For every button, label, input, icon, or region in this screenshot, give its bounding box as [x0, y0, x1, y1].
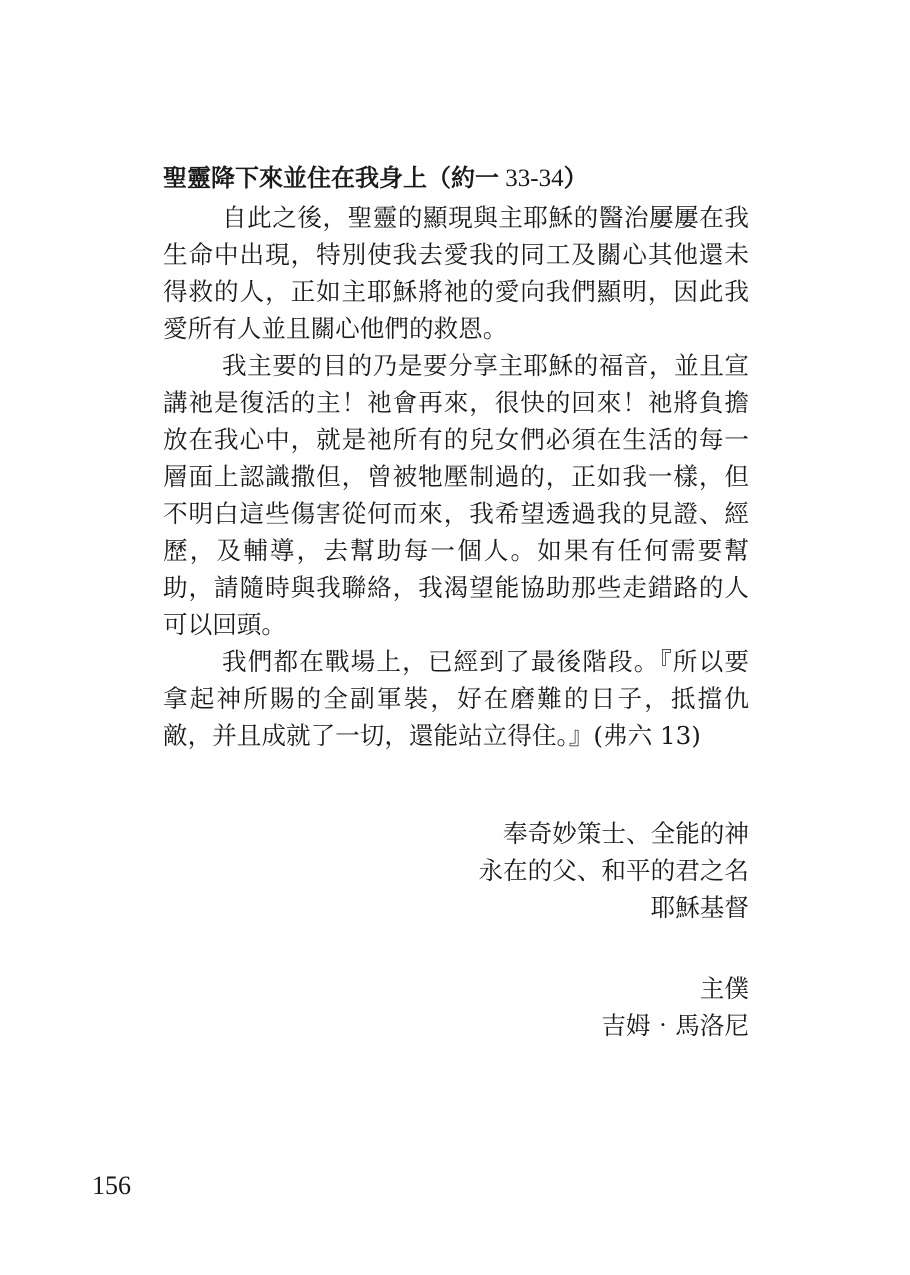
section-heading	[163, 160, 763, 197]
signature-name: 吉姆‧馬洛尼	[601, 1011, 749, 1040]
signature-title-1: 奉奇妙策士、全能的神	[503, 819, 749, 848]
paragraph-3: 我們都在戰場上，已經到了最後階段。『所以要拿起神所賜的全副軍裝，好在磨難的日子，抵擋仇敵，并且成就了一切，還能站立得住。』(弗六 13)	[163, 647, 749, 750]
heading-close-paren: ）	[563, 164, 588, 192]
paragraph-1: 自此之後，聖靈的顯現與主耶穌的醫治屢屢在我生命中出現，特別使我去愛我的同工及關心其他還未得救的人，正如主耶穌將祂的愛向我們顯明，因此我愛所有人並且關心他們的救恩。	[163, 203, 749, 343]
body-text	[163, 199, 749, 754]
paragraph-2: 我主要的目的乃是要分享主耶穌的福音，並且宣講祂是復活的主！祂會再來，很快的回來！祂將負擔放在我心中，就是祂所有的兒女們必須在生活的每一層面上認識撒但，曾被牠壓制過的，正如我一樣，但不明白這些傷害從何而來，我希望透過我的見證、經歷，及輔導，去幫助每一個人。如果有任何需要幫助，請隨時與我聯絡，我渴望能協助那些走錯路的人可以回頭。	[163, 351, 749, 639]
signature-title-3: 耶穌基督	[650, 893, 749, 922]
signature-spacer	[349, 926, 749, 970]
heading-verse-ref: 33-34	[499, 165, 564, 192]
heading-book: 約一	[451, 164, 499, 192]
page-number: 156	[92, 1171, 131, 1200]
signature-block	[349, 815, 749, 1044]
signature-title-2: 永在的父、和平的君之名	[478, 856, 749, 885]
signature-role: 主僕	[699, 974, 749, 1003]
heading-title: 聖靈降下來並住在我身上（	[163, 164, 451, 192]
